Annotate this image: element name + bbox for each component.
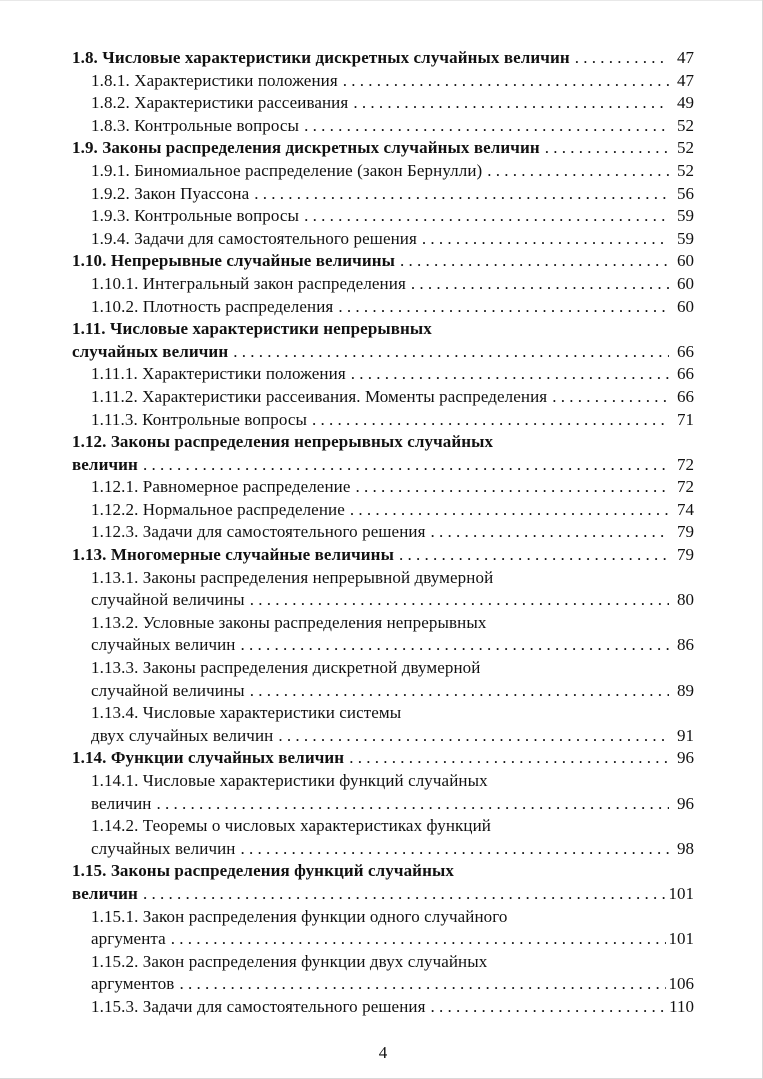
- toc-entry-title: 1.9.2. Закон Пуассона: [91, 183, 250, 203]
- dot-leader: [157, 793, 670, 816]
- toc-entry: [72, 589, 694, 612]
- toc-entry: [72, 386, 694, 409]
- toc-entry-title: 1.12.2. Нормальное распределение: [91, 499, 345, 519]
- toc-entry: [72, 183, 694, 206]
- toc-entry: [72, 409, 694, 432]
- toc-entry-title: 1.8. Числовые характеристики дискретных случайных величин: [72, 48, 570, 67]
- toc-entry: [72, 725, 694, 748]
- toc-entry-title: 1.8.3. Контрольные вопросы: [91, 115, 300, 135]
- toc-entry-page: 66: [677, 364, 694, 384]
- toc-entry-page: 59: [677, 206, 694, 226]
- toc-entry: [72, 47, 694, 70]
- page-number: 4: [378, 1043, 388, 1062]
- toc-entry-title: аргумента: [91, 929, 166, 949]
- toc-entry: [72, 747, 694, 770]
- dot-leader: [312, 409, 669, 432]
- toc-entry: [72, 92, 694, 115]
- dot-leader: [422, 228, 669, 251]
- dot-leader: [304, 205, 669, 228]
- toc-entry: [72, 521, 694, 544]
- toc-entry: [72, 951, 694, 974]
- toc-entry-page: 74: [677, 499, 694, 519]
- toc-entry: [72, 612, 694, 635]
- toc-entry-title: случайной величины: [91, 590, 245, 610]
- toc-entry: [72, 228, 694, 251]
- toc-entry-title: 1.10.1. Интегральный закон распределения: [91, 273, 406, 293]
- toc-entry-title: 1.14.1. Числовые характеристики функций случайных: [91, 771, 488, 790]
- toc-entry-title: 1.11.3. Контрольные вопросы: [91, 409, 308, 429]
- toc-entry: [72, 476, 694, 499]
- dot-leader: [411, 273, 669, 296]
- toc-entry-title: 1.13.4. Числовые характеристики системы: [91, 703, 402, 723]
- dot-leader: [179, 973, 665, 996]
- toc-entry: [72, 544, 694, 567]
- toc-entry: [72, 250, 694, 273]
- toc-entry-title: 1.11.2. Характеристики рассеивания. Моменты распределения: [91, 386, 548, 406]
- toc-entry-page: 60: [677, 273, 694, 293]
- toc-entry-page: 47: [677, 70, 694, 90]
- toc-entry-page: 66: [677, 386, 694, 406]
- dot-leader: [545, 137, 669, 160]
- toc-entry: [72, 906, 694, 929]
- toc-entry-title: 1.11.1. Характеристики положения: [91, 364, 346, 384]
- toc-entry-page: 86: [677, 635, 694, 655]
- dot-leader: [552, 386, 669, 409]
- toc-entry-title: двух случайных величин: [91, 725, 274, 745]
- toc-entry: [72, 634, 694, 657]
- toc-entry-page: 56: [677, 183, 694, 203]
- toc-entry-page: 96: [677, 748, 694, 768]
- toc-entry-page: 101: [668, 883, 694, 903]
- toc-entry: [72, 363, 694, 386]
- toc-entry: [72, 928, 694, 951]
- toc-entry: [72, 341, 694, 364]
- dot-leader: [349, 747, 669, 770]
- toc-entry-title: 1.9.3. Контрольные вопросы: [91, 206, 300, 226]
- toc-entry-title: 1.13.2. Условные законы распределения непрерывных: [91, 612, 487, 632]
- toc-entry-title: 1.14. Функции случайных величин: [72, 748, 345, 768]
- toc-entry-title: случайных величин: [72, 341, 229, 361]
- toc-entry-title: 1.10.2. Плотность распределения: [91, 296, 334, 316]
- dot-leader: [431, 521, 669, 544]
- toc-entry: [72, 273, 694, 296]
- dot-leader: [350, 499, 669, 522]
- toc-entry: [72, 318, 694, 341]
- toc-entry-title: 1.15.3. Задачи для самостоятельного решения: [91, 996, 426, 1016]
- dot-leader: [250, 589, 669, 612]
- toc-entry-page: 79: [677, 522, 694, 542]
- toc-entry: [72, 431, 694, 454]
- toc-entry-page: 101: [668, 929, 694, 949]
- toc-entry: [72, 499, 694, 522]
- toc-entry-title: 1.12.1. Равномерное распределение: [91, 477, 351, 497]
- toc-entry-page: 72: [677, 477, 694, 497]
- toc-entry-title: случайных величин: [91, 635, 236, 655]
- dot-leader: [355, 476, 669, 499]
- toc-entry: [72, 657, 694, 680]
- dot-leader: [304, 115, 669, 138]
- toc-entry-title: случайной величины: [91, 680, 245, 700]
- toc-entry-page: 60: [677, 251, 694, 271]
- toc-entry: [72, 205, 694, 228]
- toc-entry: [72, 815, 694, 838]
- dot-leader: [399, 544, 669, 567]
- toc-entry-page: 60: [677, 296, 694, 316]
- toc-entry-title: 1.9.1. Биномиальное распределение (закон Бернулли): [91, 160, 483, 180]
- toc-entry: [72, 770, 694, 793]
- toc-entry-title: 1.8.1. Характеристики положения: [91, 70, 338, 90]
- toc-entry: [72, 702, 694, 725]
- toc-entry: [72, 137, 694, 160]
- toc-entry: [72, 115, 694, 138]
- toc-entry-title: 1.9. Законы распределения дискретных случайных величин: [72, 138, 540, 158]
- toc-entry-title: 1.9.4. Задачи для самостоятельного решения: [91, 228, 417, 248]
- dot-leader: [400, 250, 669, 273]
- toc-entry-title: 1.8.2. Характеристики рассеивания: [91, 93, 349, 113]
- toc-entry: [72, 296, 694, 319]
- dot-leader: [278, 725, 669, 748]
- dot-leader: [241, 838, 670, 861]
- toc-entry-title: 1.15. Законы распределения функций случайных: [72, 861, 454, 881]
- toc-entry-page: 59: [677, 228, 694, 248]
- toc-entry-page: 49: [677, 93, 694, 113]
- toc-entry: [72, 860, 694, 883]
- dot-leader: [431, 996, 667, 1019]
- toc-entry-title: случайных величин: [91, 838, 236, 858]
- dot-leader: [343, 70, 669, 93]
- dot-leader: [143, 454, 669, 477]
- toc-entry-page: 89: [677, 680, 694, 700]
- dot-leader: [254, 183, 669, 206]
- toc-entry-page: 110: [669, 996, 694, 1016]
- toc-entry-title: 1.13.1. Законы распределения непрерывной двумерной: [91, 567, 494, 587]
- toc-entry-page: 52: [677, 160, 694, 180]
- toc-entry-title: 1.14.2. Теоремы о числовых характеристиках функций: [91, 816, 491, 836]
- toc-entry: [72, 973, 694, 996]
- toc-entry-page: 71: [677, 409, 694, 429]
- toc-entry-title: 1.10. Непрерывные случайные величины: [72, 251, 396, 271]
- toc-entry-title: величин: [72, 454, 138, 474]
- toc-entry-page: 80: [677, 590, 694, 610]
- toc-entry: [72, 838, 694, 861]
- toc-entry-page: 47: [677, 48, 694, 67]
- toc-entry-page: 52: [677, 138, 694, 158]
- dot-leader: [171, 928, 666, 951]
- toc-entry: [72, 883, 694, 906]
- toc-entry-page: 66: [677, 341, 694, 361]
- toc-entry-page: 72: [677, 454, 694, 474]
- dot-leader: [351, 363, 669, 386]
- toc-entry-title: 1.15.2. Закон распределения функции двух случайных: [91, 951, 488, 971]
- dot-leader: [233, 341, 669, 364]
- toc-entry: [72, 996, 694, 1019]
- toc-entry-title: 1.12. Законы распределения непрерывных случайных: [72, 432, 494, 452]
- toc-entry-page: 96: [677, 793, 694, 813]
- toc-entry: [72, 680, 694, 703]
- toc-entry-title: 1.13.3. Законы распределения дискретной двумерной: [91, 658, 481, 678]
- dot-leader: [575, 47, 669, 70]
- dot-leader: [338, 296, 669, 319]
- dot-leader: [353, 92, 669, 115]
- dot-leader: [241, 634, 670, 657]
- toc-entry: [72, 454, 694, 477]
- toc-entry-title: 1.11. Числовые характеристики непрерывных: [72, 319, 432, 339]
- toc-entry-title: величин: [72, 883, 138, 903]
- toc-entry-page: 79: [677, 545, 694, 565]
- toc-entry-title: величин: [91, 793, 152, 813]
- dot-leader: [143, 883, 666, 906]
- toc-entry: [72, 567, 694, 590]
- dot-leader: [250, 680, 669, 703]
- toc-entry: [72, 160, 694, 183]
- toc-entry-page: 98: [677, 838, 694, 858]
- toc-entry-title: 1.15.1. Закон распределения функции одного случайного: [91, 906, 508, 926]
- toc-entry-title: 1.12.3. Задачи для самостоятельного решения: [91, 522, 426, 542]
- toc-entry-page: 52: [677, 115, 694, 135]
- toc-entry: [72, 70, 694, 93]
- dot-leader: [487, 160, 669, 183]
- toc-entry-title: аргументов: [91, 974, 175, 994]
- table-of-contents: [72, 47, 694, 1019]
- toc-entry-page: 106: [668, 974, 694, 994]
- toc-entry-title: 1.13. Многомерные случайные величины: [72, 545, 394, 565]
- toc-entry-page: 91: [677, 725, 694, 745]
- toc-entry: [72, 793, 694, 816]
